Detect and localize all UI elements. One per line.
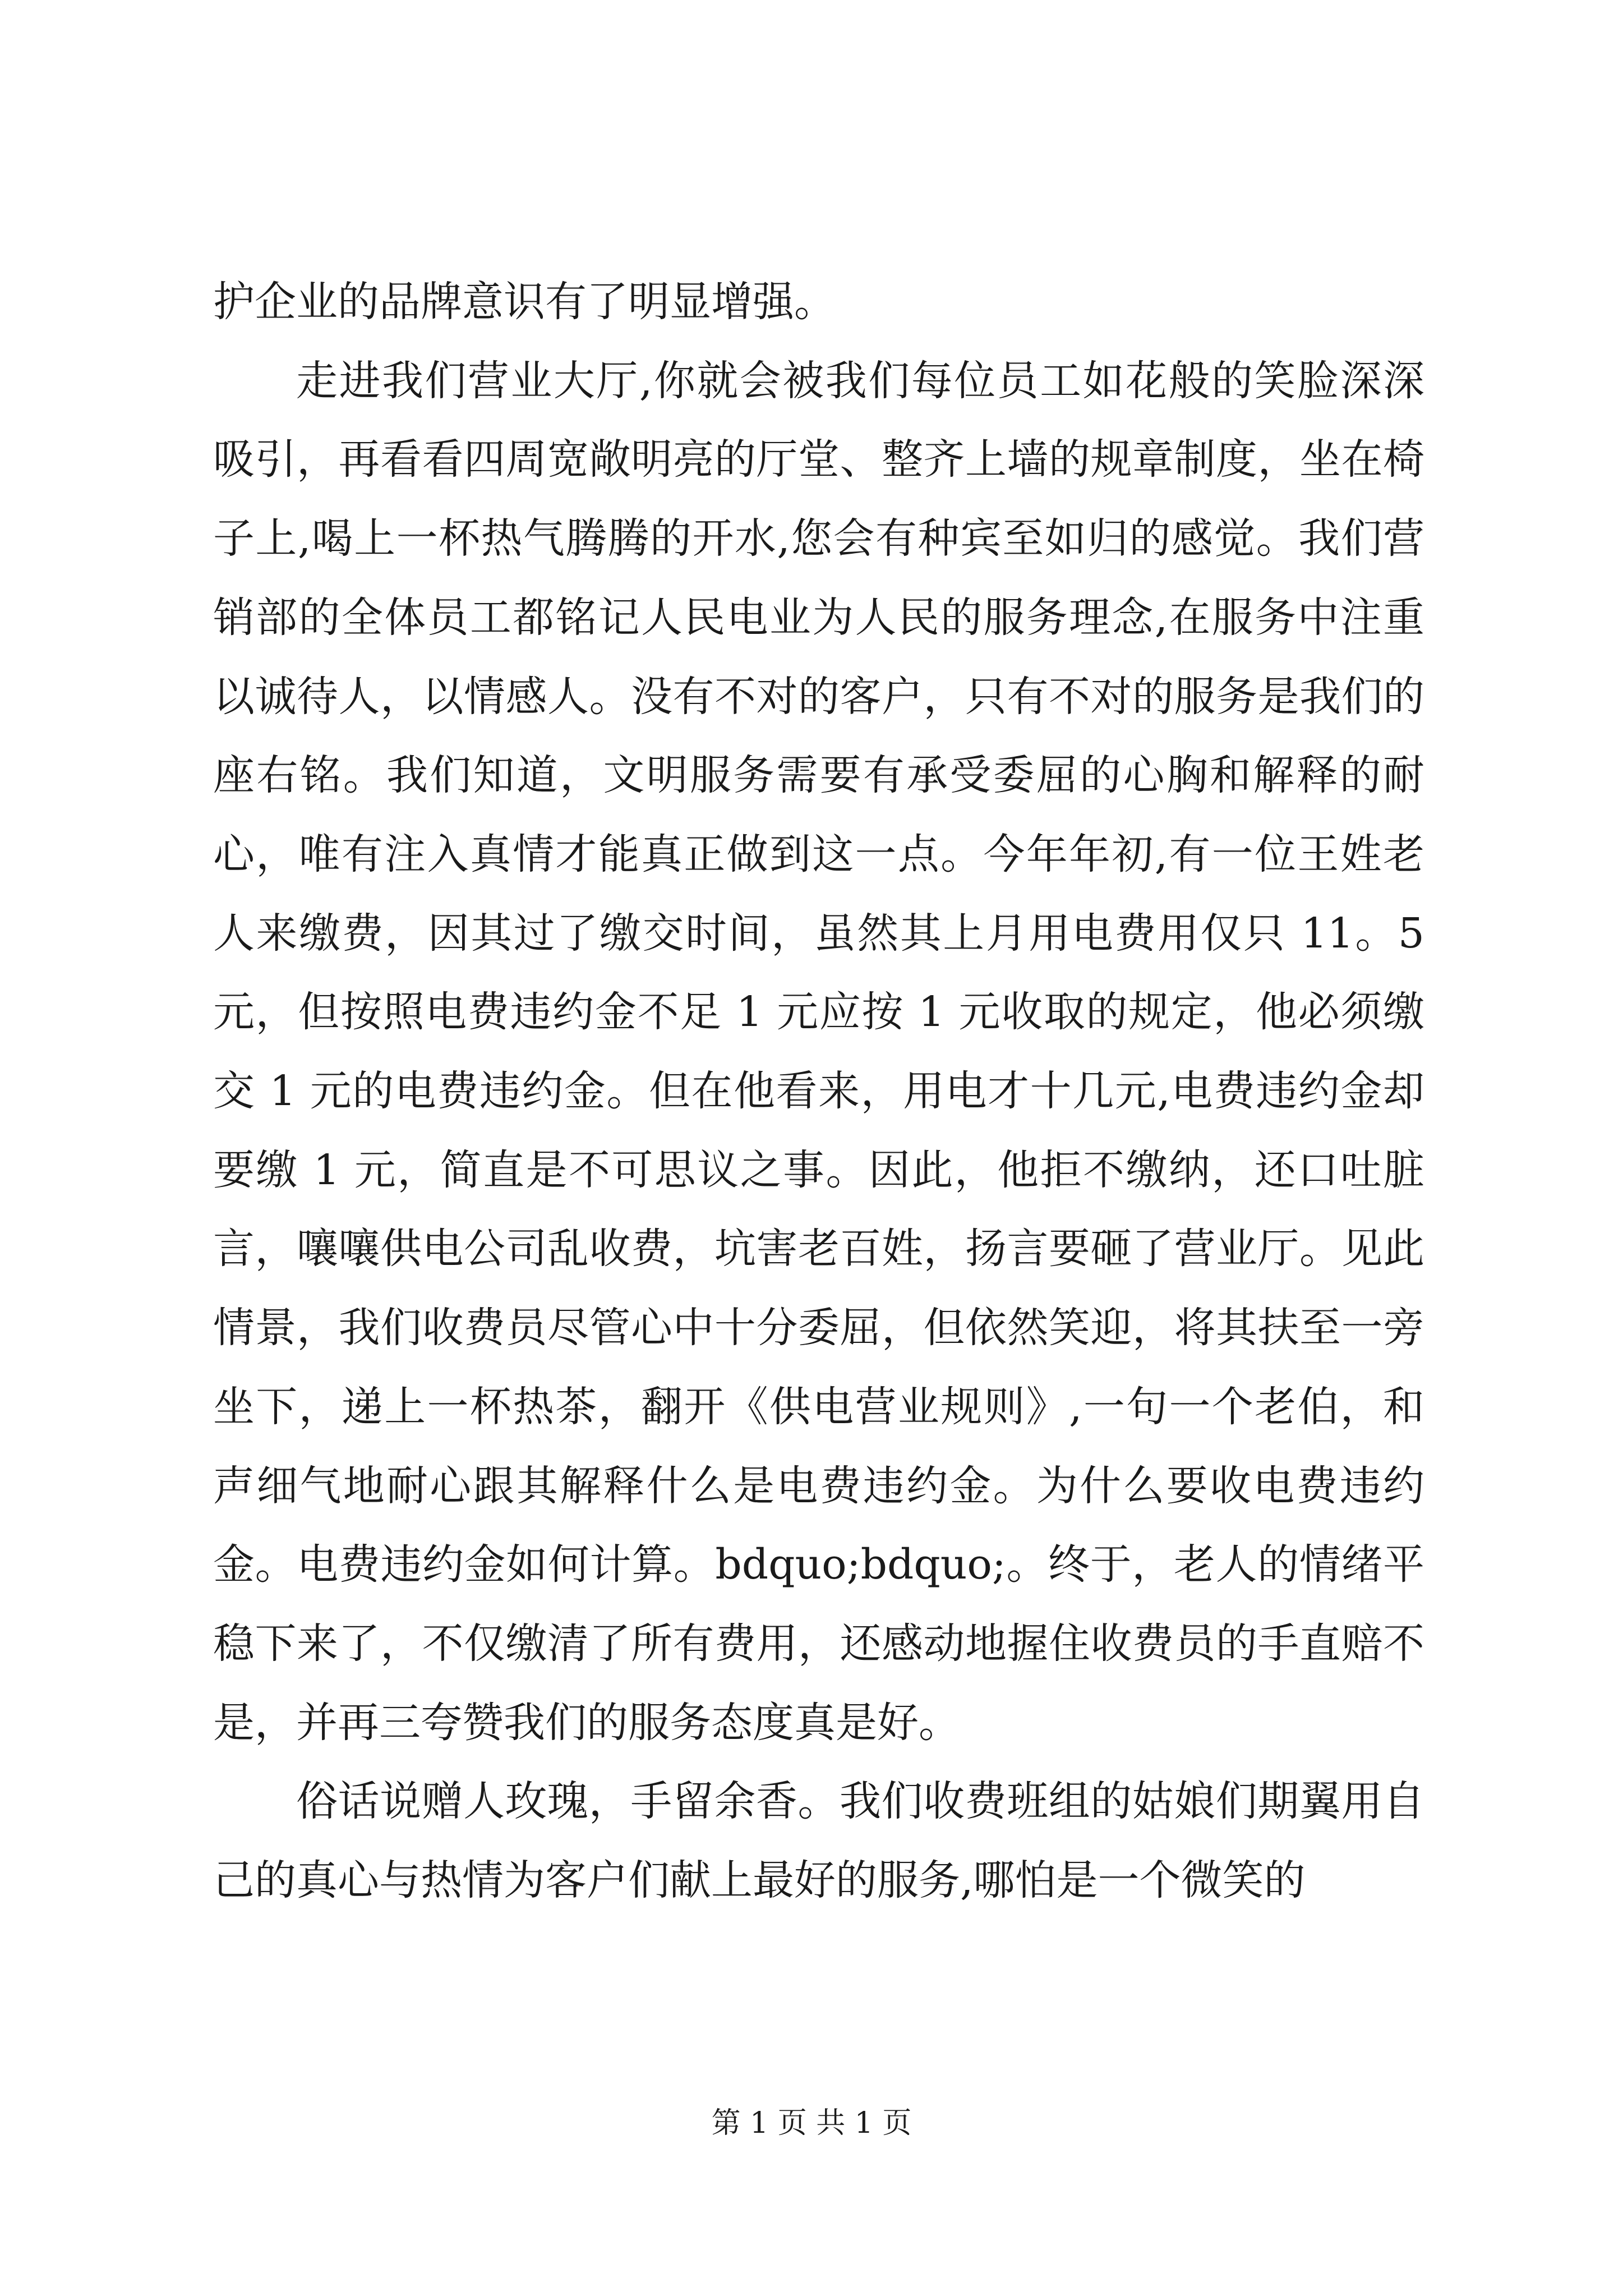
paragraph-roses: 俗话说赠人玫瑰，手留余香。我们收费班组的姑娘们期翼用自己的真心与热情为客户们献上最好的服务,哪怕是一个微笑的 (213, 1777, 1424, 1905)
paragraph-continuation: 护企业的品牌意识有了明显增强。 (213, 278, 836, 326)
body-text (213, 263, 1424, 1920)
paragraph-service-hall: 走进我们营业大厅,你就会被我们每位员工如花般的笑脸深深吸引，再看看四周宽敞明亮的厅堂、整齐上墙的规章制度，坐在椅子上,喝上一杯热气腾腾的开水,您会有种宾至如归的感觉。我们营销部的全体员工都铭记人民电业为人民的服务理念,在服务中注重以诚待人，以情感人。没有不对的客户，只有不对的服务是我们的座右铭。我们知道，文明服务需要有承受委屈的心胸和解释的耐心，唯有注入真情才能真正做到这一点。今年年初,有一位王姓老人来缴费，因其过了缴交时间，虽然其上月用电费用仅只 11。5 元，但按照电费违约金不足 1 元应按 1 元收取的规定，他必须缴交 1 元的电费违约金。但在他看来，用电才十几元,电费违约金却要缴 1 元，简直是不可思议之事。因此，他拒不缴纳，还口吐脏言，嚷嚷供电公司乱收费，坑害老百姓，扬言要砸了营业厅。见此情景，我们收费员尽管心中十分委屈，但依然笑迎，将其扶至一旁坐下，递上一杯热茶，翻开《供电营业规则》,一句一个老伯，和声细气地耐心跟其解释什么是电费违约金。为什么要收电费违约金。电费违约金如何计算。bdquo;bdquo;。终于，老人的情绪平稳下来了，不仅缴清了所有费用，还感动地握住收费员的手直赔不是，并再三夸赞我们的服务态度真是好。 (213, 356, 1424, 1747)
page-footer (0, 2106, 1623, 2140)
page-number: 第 1 页 共 1 页 (711, 2106, 912, 2140)
